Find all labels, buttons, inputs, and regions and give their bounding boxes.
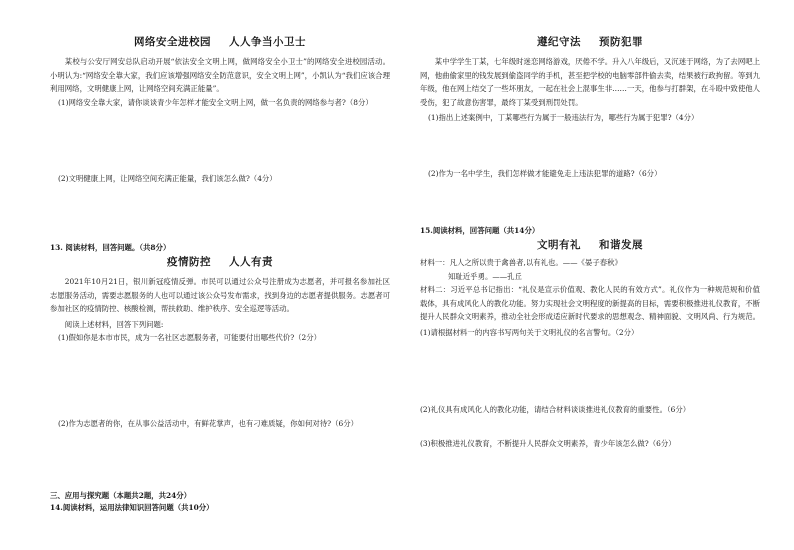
civility-material-2: 材料二：习近平总书记指出：“礼仪是宣示价值观、教化人民的有效方式”。礼仪作为一种规范规和价值载体，具有成风化人的教化功能。努力实现社会文明程度的新提高的目标，需要积极推进礼仪教育，不断提升人民群众文明素养，推动全社会形成适应新时代要求的思想观念、精神面貌、文明风尚、行为规范。 — [420, 285, 760, 322]
epidemic-section — [50, 254, 390, 344]
law-question-2: (2)作为一名中学生，我们怎样做才能避免走上违法犯罪的道路?（6分） — [428, 169, 662, 178]
civility-section — [420, 237, 760, 339]
civility-material-1: 材料一：凡人之所以贵于禽兽者,以有礼也。——《晏子春秋》 — [420, 258, 622, 267]
question-13-heading: 13. 阅读材料，回答问题。（共8分） — [50, 243, 171, 252]
civility-question-3: (3)积极推进礼仪教育，不断提升人民群众文明素养，青少年该怎么做?（6分） — [420, 439, 676, 448]
epidemic-paragraph: 2021年10月21日，银川新冠疫情反弹。市民可以通过公众号注册成为志愿者，并可报名参加社区志愿服务活动，需要志愿服务的人也可以通过该公众号发布需求，找到身边的志愿者提供服务。志愿者可参加社区的疫情防控、核酸检测，帮扶救助、维护秩序、安全巡逻等活动。 — [50, 277, 390, 314]
section-three-heading: 三、应用与探究题（本题共2题，共24分） — [50, 491, 192, 500]
network-safety-paragraph: 某校与公安厅网安总队启动开展“依法安全文明上网，做网络安全小卫士”的网络安全进校园活动。小明认为:“网络安全靠大家，我们应该增强网络安全防范意识，安全文明上网”，小凯认为“我们应该合理利用网络，文明健康上网，让网络空间充满正能量”。 — [50, 57, 390, 94]
epidemic-prompt: 阅读上述材料，回答下列问题: — [64, 319, 164, 329]
network-safety-question-1: (1)网络安全靠大家，请你谈谈青少年怎样才能安全文明上网，做一名负责的网络参与者?（8分） — [58, 97, 373, 107]
epidemic-question-1: (1)假如你是本市市民，成为一名社区志愿服务者，可能要付出哪些代价?（2分） — [58, 333, 322, 343]
right-column — [420, 30, 760, 124]
section-title-civility: 文明有礼 和谐发展 — [537, 239, 643, 251]
epidemic-question-2: (2)作为志愿者的你，在从事公益活动中，有鲜花掌声，也有刁难质疑，你如何对待?（6分） — [58, 419, 358, 428]
civility-question-2: (2)礼仪具有成风化人的教化功能，请结合材料谈谈推进礼仪教育的重要性。（6分） — [420, 405, 691, 414]
law-case-paragraph: 某中学学生丁某，七年级时迷恋网络游戏，厌倦不学。升入八年级后，又沉迷于网络，为了去网吧上网，他曲偷家里的钱发展到偷盗同学的手机，甚至把学校的电脑零部件偷去卖，结果被行政拘留。等到九年级，他在网上结交了一些坏朋友，一起在社会上混事生非……一天，他参与打群架，在斗殴中致使他人受伤，犯了故意伤害罪，最终丁某受到刑罚处罚。 — [420, 57, 760, 107]
section-title-network-safety: 网络安全进校园 人人争当小卫士 — [134, 36, 306, 48]
civility-question-1: (1)请根据材料一的内容书写两句关于文明礼仪的名言警句。（2分） — [420, 327, 639, 337]
question-14-heading: 14.阅读材料，运用法律知识回答问题（共10分） — [50, 503, 214, 512]
left-column — [50, 30, 390, 109]
section-title-epidemic: 疫情防控 人人有责 — [167, 256, 273, 268]
network-safety-question-2: (2)文明健康上网，让网络空间充满正能量，我们该怎么做?（4分） — [58, 174, 277, 183]
section-title-law: 遵纪守法 预防犯罪 — [537, 36, 643, 48]
question-15-heading: 15.阅读材料，回答问题（共14分） — [420, 226, 540, 235]
law-question-1: (1)指出上述案例中，丁某哪些行为属于一般违法行为，哪些行为属于犯罪?（4分） — [428, 113, 699, 123]
civility-material-1-quote: 知耻近乎勇。——孔丘 — [448, 271, 522, 281]
